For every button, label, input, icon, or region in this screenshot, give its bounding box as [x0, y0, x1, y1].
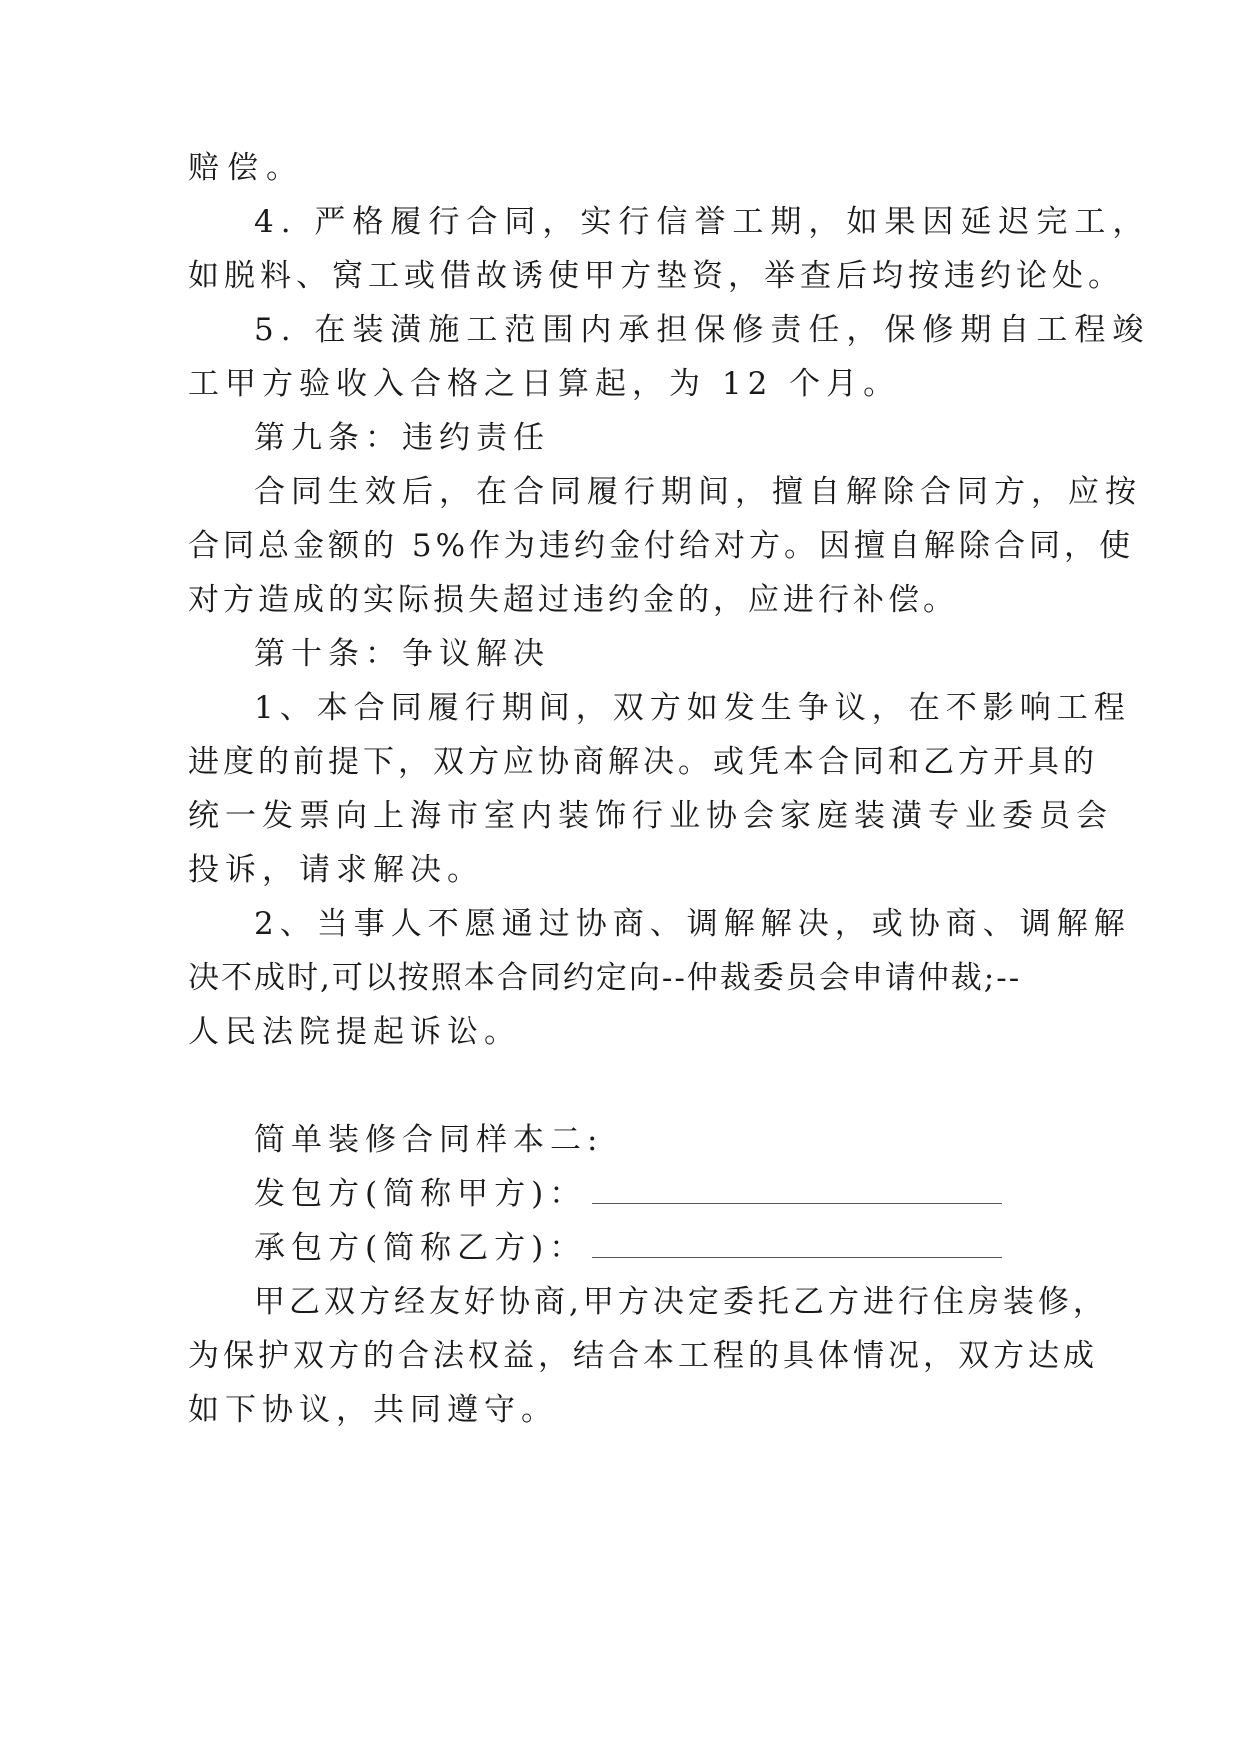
subtitle: 简单装修合同样本二: [254, 1122, 604, 1158]
text-line: 4. 严格履行合同，实行信誉工期，如果因延迟完工， [254, 204, 1151, 240]
party-b-label: 承包方(简称乙方)： [254, 1230, 587, 1266]
text-line: 工甲方验收入合格之日算起，为 12 个月。 [188, 366, 901, 402]
section-heading: 第十条：争议解决 [254, 636, 550, 672]
text-line: 决不成时,可以按照本合同约定向--仲裁委员会申请仲裁;-- [188, 960, 1022, 996]
text-line: 对方造成的实际损失超过违约金的，应进行补偿。 [188, 582, 958, 618]
text-line: 为保护双方的合法权益，结合本工程的具体情况，双方达成 [188, 1338, 1098, 1374]
text-line: 人民法院提起诉讼。 [188, 1014, 521, 1050]
text-line: 甲乙双方经友好协商,甲方决定委托乙方进行住房装修， [254, 1284, 1108, 1320]
party-a-label: 发包方(简称甲方)： [254, 1176, 587, 1212]
party-a-field [254, 1174, 1002, 1214]
text-line: 2、当事人不愿通过协商、调解解决，或协商、调解解 [254, 906, 1131, 942]
text-line: 1、本合同履行期间，双方如发生争议，在不影响工程 [254, 690, 1131, 726]
text-line: 如脱料、窝工或借故诱使甲方垫资，举查后均按违约论处。 [188, 258, 1124, 294]
text-line: 投诉，请求解决。 [188, 852, 484, 888]
party-b-field [254, 1228, 1002, 1268]
text-line: 赔偿。 [188, 150, 305, 186]
text-line: 合同生效后，在合同履行期间，擅自解除合同方，应按 [254, 474, 1142, 510]
text-line: 合同总金额的 5%作为违约金付给对方。因擅自解除合同，使 [188, 528, 1135, 564]
party-a-blank [592, 1175, 1002, 1204]
text-line: 5. 在装潢施工范围内承担保修责任，保修期自工程竣 [254, 312, 1151, 348]
text-line: 统一发票向上海市室内装饰行业协会家庭装潢专业委员会 [188, 798, 1113, 834]
text-line: 如下协议，共同遵守。 [188, 1392, 558, 1428]
text-line: 进度的前提下，双方应协商解决。或凭本合同和乙方开具的 [188, 744, 1098, 780]
party-b-blank [592, 1229, 1002, 1258]
section-heading: 第九条：违约责任 [254, 420, 550, 456]
